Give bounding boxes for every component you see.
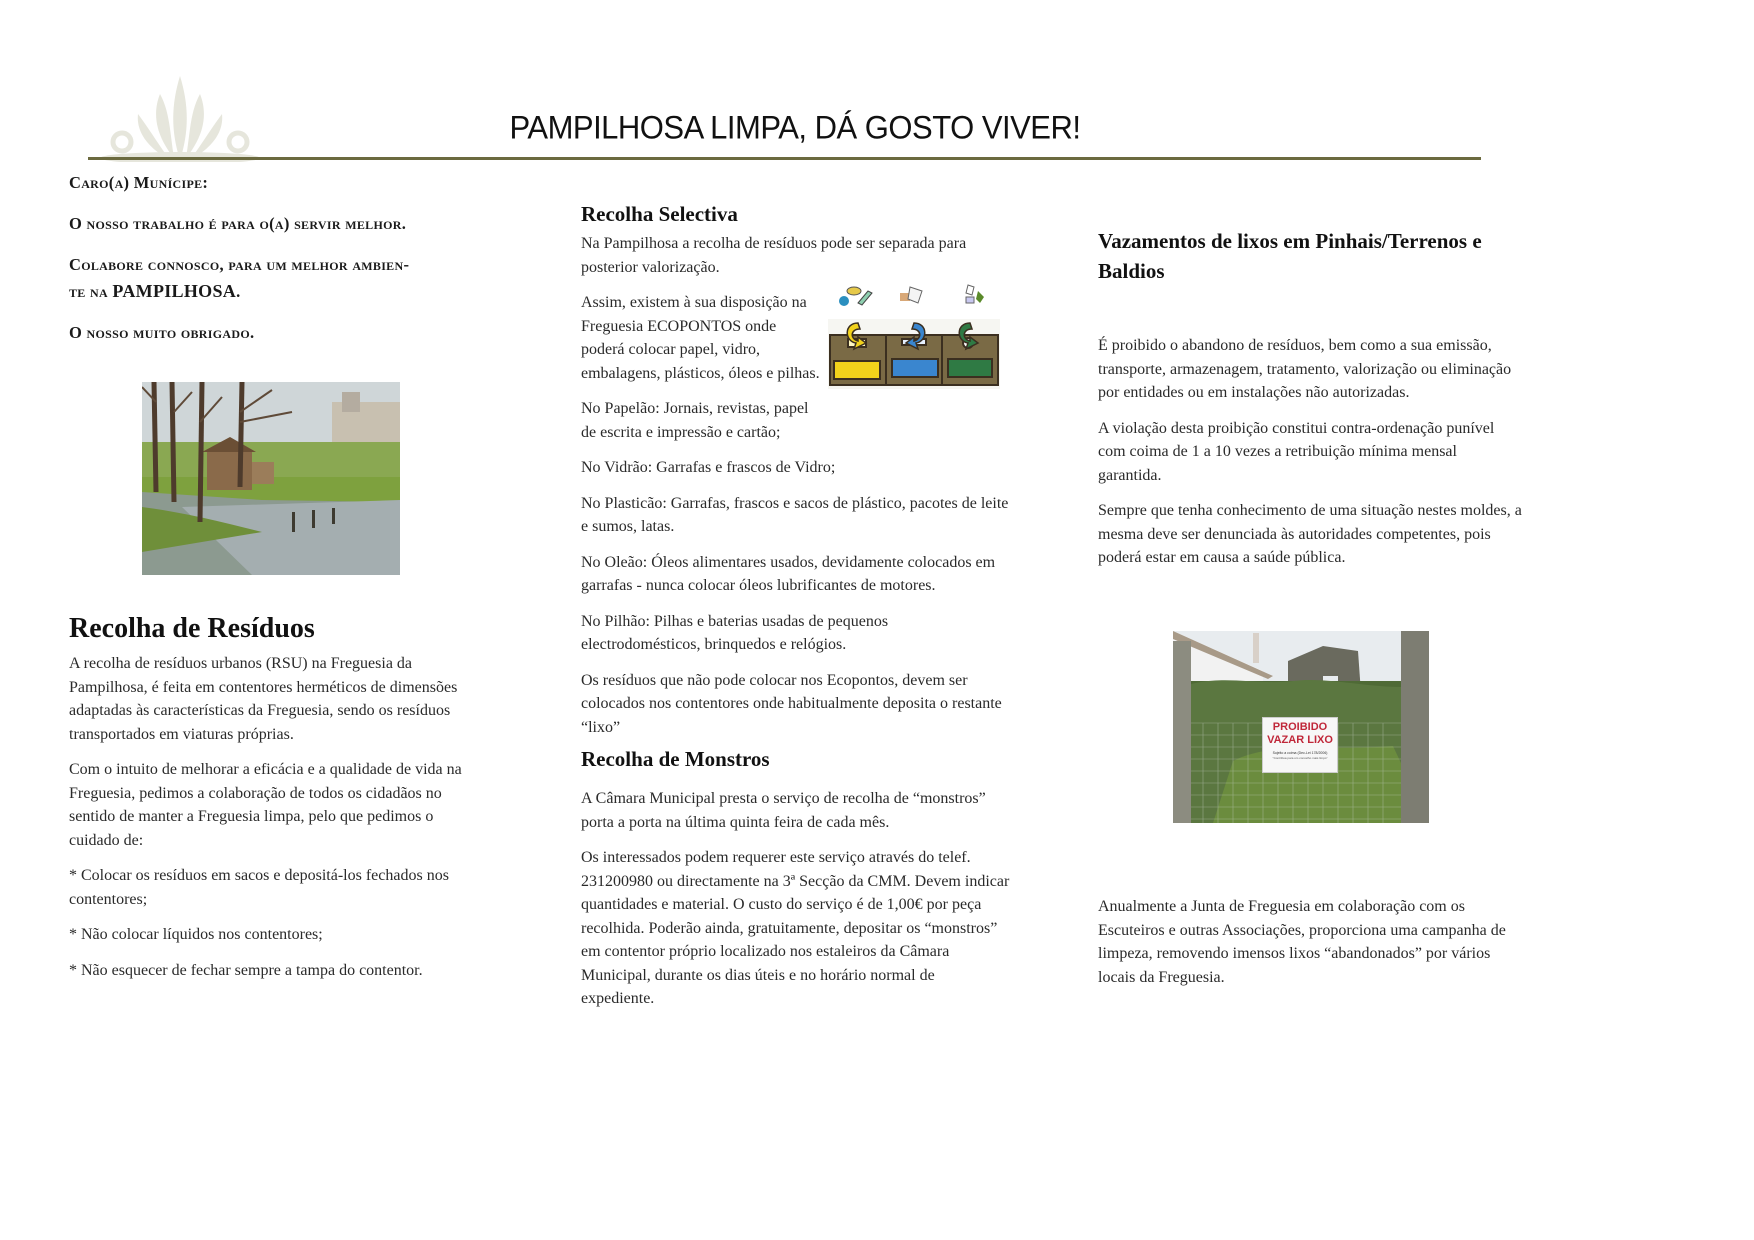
pilhao-text: No Pilhão: Pilhas e baterias usadas de pequenos electrodomésticos, brinquedos e relógios. — [581, 612, 889, 653]
residuos-section — [69, 612, 479, 994]
plasticao-text: No Plasticão: Garrafas, frascos e sacos de plástico, pacotes de leite e sumos, latas. — [581, 494, 1009, 535]
warning-sign — [1262, 717, 1338, 773]
intro-line-2a: Colabore connosco, para um melhor ambien- — [69, 255, 410, 274]
vazamentos-paragraph-2: A violação desta proibição constitui contra-ordenação punível com coima de 1 a 10 vezes a retribuição mínima mensal garantida. — [1098, 419, 1495, 484]
proibido-vazar-lixo-photo — [1173, 631, 1429, 823]
residuos-bullet: * Colocar os resíduos em sacos e depositá-los fechados nos contentores; — [69, 867, 449, 908]
residuos-heading: Recolha de Resíduos — [69, 613, 315, 644]
sign-small-2: "Contribua para um concelho mais limpo" — [1272, 756, 1328, 760]
column-left — [69, 170, 479, 346]
greeting-part: M — [133, 173, 150, 192]
residuos-paragraph: A recolha de resíduos urbanos (RSU) na Freguesia da Pampilhosa, é feita em contentores herméticos de dimensões adaptadas às características da Freguesia, sendo os resíduos transportados em viaturas próprias. — [69, 655, 458, 743]
residuos-paragraph: Com o intuito de melhorar a eficácia e a qualidade de vida na Freguesia, pedimos a colaboração de todos os cidadãos no sentido de manter a Freguesia limpa, pelo que pedimos o cuidado de: — [69, 761, 462, 849]
residuos-bullet: * Não esquecer de fechar sempre a tampa do contentor. — [69, 961, 423, 979]
ecopontos-recycling-bins-icon — [828, 283, 1000, 389]
greeting-lead: C — [69, 173, 82, 192]
campanha-paragraph: Anualmente a Junta de Freguesia em colaboração com os Escuteiros e outras Associações, proporciona uma campanha de limpeza, removendo imensos lixos “abandonados” por vários locais da Freguesia. — [1098, 898, 1506, 986]
pond-image — [142, 382, 400, 575]
oleao-text: No Oleão: Óleos alimentares usados, devidamente colocados em garrafas - nunca colocar óleos lubrificantes de motores. — [581, 553, 996, 594]
page-title: PAMPILHOSA LIMPA, DÁ GOSTO VIVER! — [509, 109, 1081, 146]
pampilhosa-emphasis: PAMPILHOSA — [112, 281, 237, 301]
intro-line-2b: te na — [69, 282, 113, 301]
greeting-part: aro(a) — [81, 173, 134, 192]
vidrao-text: No Vidrão: Garrafas e frascos de Vidro; — [581, 459, 836, 476]
vazamentos-paragraph-3: Sempre que tenha conhecimento de uma situação nestes moldes, a mesma deve ser denunciada às autoridades competentes, pois poderá estar em causa a saúde pública. — [1098, 502, 1522, 566]
spacer — [1098, 286, 1523, 334]
selectiva-intro: Na Pampilhosa a recolha de resíduos pode ser separada para posterior valorização. — [581, 235, 967, 276]
monstros-heading: Recolha de Monstros — [581, 747, 770, 771]
selectiva-heading: Recolha Selectiva — [581, 202, 738, 226]
column-right — [1098, 226, 1523, 582]
monstros-paragraph-1: A Câmara Municipal presta o serviço de recolha de “monstros” porta a porta na última quinta feira de cada mês. — [581, 790, 986, 831]
sign-small-1: Sujeito a coima (Dec-Lei 178/2006) — [1272, 751, 1328, 755]
pond-photo — [142, 382, 400, 575]
sign-line-2: VAZAR LIXO — [1267, 734, 1333, 746]
restante-text: Os resíduos que não pode colocar nos Ecopontos, devem ser colocados nos contentores onde habitualmente deposita o restante “lixo” — [581, 671, 1002, 736]
intro-line-1: O nosso trabalho é para o(a) servir melhor. — [69, 214, 407, 233]
header-divider — [88, 157, 1481, 160]
greeting — [69, 170, 479, 196]
ecopontos-text: Assim, existem à sua disposição na Freguesia ECOPONTOS onde poderá colocar papel, vidro, embalagens, plásticos, óleos e pilhas. — [581, 294, 820, 382]
intro-line-2-end: . — [236, 282, 241, 301]
vazamentos-heading: Vazamentos de lixos em Pinhais/Terrenos e Baldios — [1098, 229, 1482, 283]
intro-line-3: O nosso muito obrigado. — [69, 323, 255, 342]
greeting-part: unícipe: — [149, 173, 209, 192]
vazamentos-paragraph-1: É proibido o abandono de resíduos, bem como a sua emissão, transporte, armazenagem, tratamento, valorização ou eliminação por entidades ou em instalações não autorizadas. — [1098, 337, 1512, 401]
residuos-bullet: * Não colocar líquidos nos contentores; — [69, 926, 323, 943]
campanha-section — [1098, 895, 1523, 1001]
intro-line-2 — [69, 252, 479, 305]
papelao-text: No Papelão: Jornais, revistas, papel de escrita e impressão e cartão; — [581, 400, 809, 441]
sign-line-1: PROIBIDO — [1272, 721, 1328, 733]
monstros-paragraph-2: Os interessados podem requerer este serviço através do telef. 231200980 ou directamente na 3ª Secção da CMM. Devem indicar quantidades e material. O custo do serviço é de 1,00€ por peça recolhida. Poderão ainda, gratuitamente, depositar os “monstros” em contentor próprio localizado nos estaleiros da Câmara Municipal, durante os dias úteis e no horário normal de expediente. — [581, 849, 1010, 1007]
